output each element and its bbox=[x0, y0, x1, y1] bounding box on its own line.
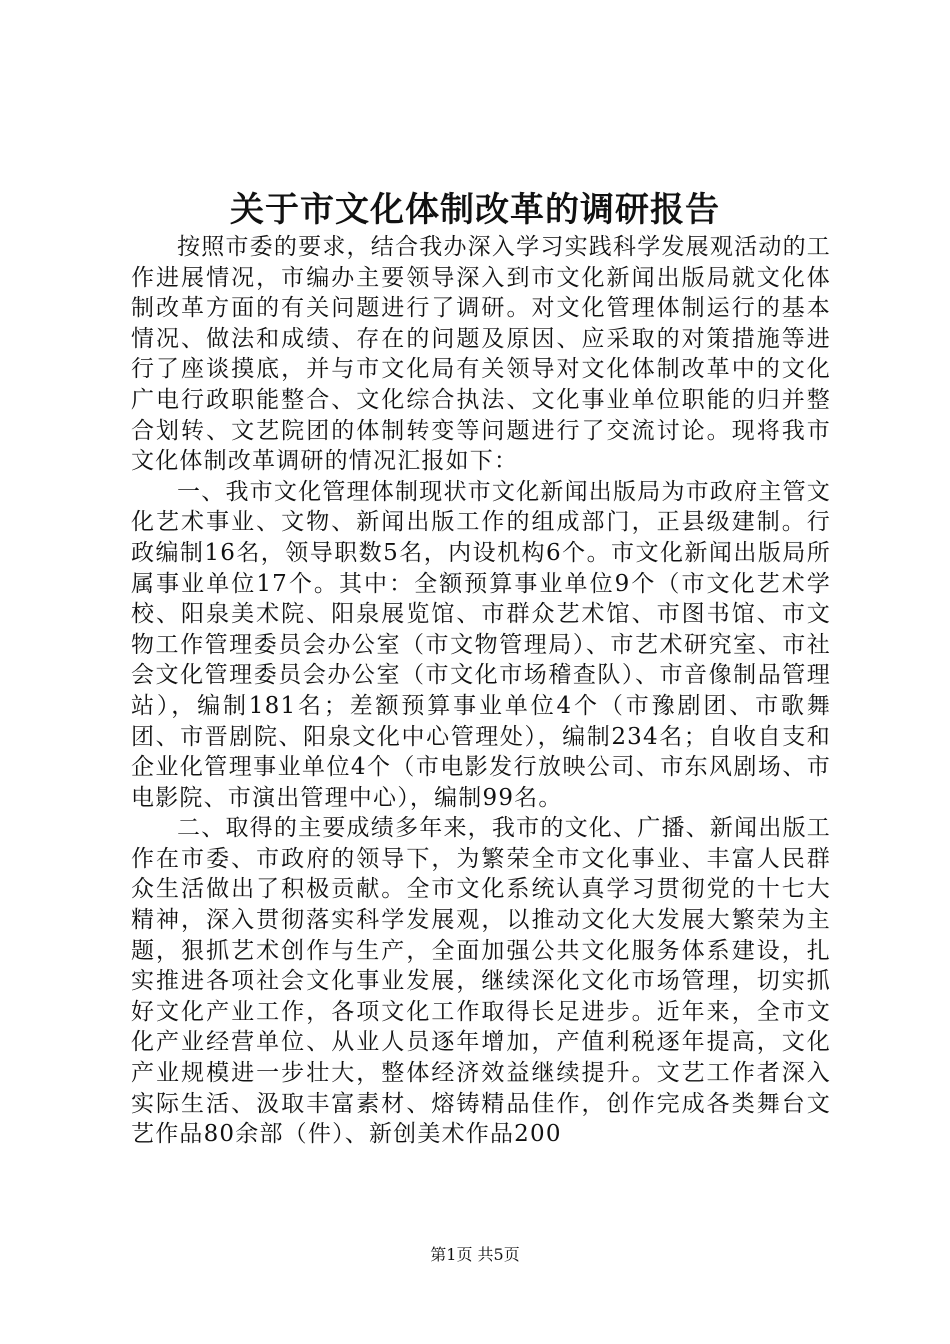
document-body bbox=[131, 232, 831, 1150]
paragraph-section-2: 二、取得的主要成绩多年来，我市的文化、广播、新闻出版工作在市委、市政府的领导下，为繁荣全市文化事业、丰富人民群众生活做出了积极贡献。全市文化系统认真学习贯彻党的十七大精神，深入贯彻落实科学发展观，以推动文化大发展大繁荣为主题，狠抓艺术创作与生产，全面加强公共文化服务体系建设，扎实推进各项社会文化事业发展，继续深化文化市场管理，切实抓好文化产业工作，各项文化工作取得长足进步。近年来，全市文化产业经营单位、从业人员逐年增加，产值利税逐年提高，文化产业规模进一步壮大，整体经济效益继续提升。文艺工作者深入实际生活、汲取丰富素材、熔铸精品佳作，创作完成各类舞台文艺作品80余部（件）、新创美术作品200 bbox=[131, 815, 831, 1148]
paragraph-section-1: 一、我市文化管理体制现状市文化新闻出版局为市政府主管文化艺术事业、文物、新闻出版工作的组成部门，正县级建制。行政编制16名，领导职数5名，内设机构6个。市文化新闻出版局所属事业单位17个。其中：全额预算事业单位9个（市文化艺术学校、阳泉美术院、阳泉展览馆、市群众艺术馆、市图书馆、市文物工作管理委员会办公室（市文物管理局）、市艺术研究室、市社会文化管理委员会办公室（市文化市场稽查队）、市音像制品管理站），编制181名；差额预算事业单位4个（市豫剧团、市歌舞团、市晋剧院、阳泉文化中心管理处），编制234名；自收自支和企业化管理事业单位4个（市电影发行放映公司、市东风剧场、市电影院、市演出管理中心），编制99名。 bbox=[131, 478, 831, 811]
document-title: 关于市文化体制改革的调研报告 bbox=[230, 190, 720, 230]
page-footer: 第1页 共5页 bbox=[430, 1245, 520, 1264]
paragraph-intro: 按照市委的要求，结合我办深入学习实践科学发展观活动的工作进展情况，市编办主要领导深入到市文化新闻出版局就文化体制改革方面的有关问题进行了调研。对文化管理体制运行的基本情况、做法和成绩、存在的问题及原因、应采取的对策措施等进行了座谈摸底，并与市文化局有关领导对文化体制改革中的文化广电行政职能整合、文化综合执法、文化事业单位职能的归并整合划转、文艺院团的体制转变等问题进行了交流讨论。现将我市文化体制改革调研的情况汇报如下： bbox=[131, 234, 831, 475]
